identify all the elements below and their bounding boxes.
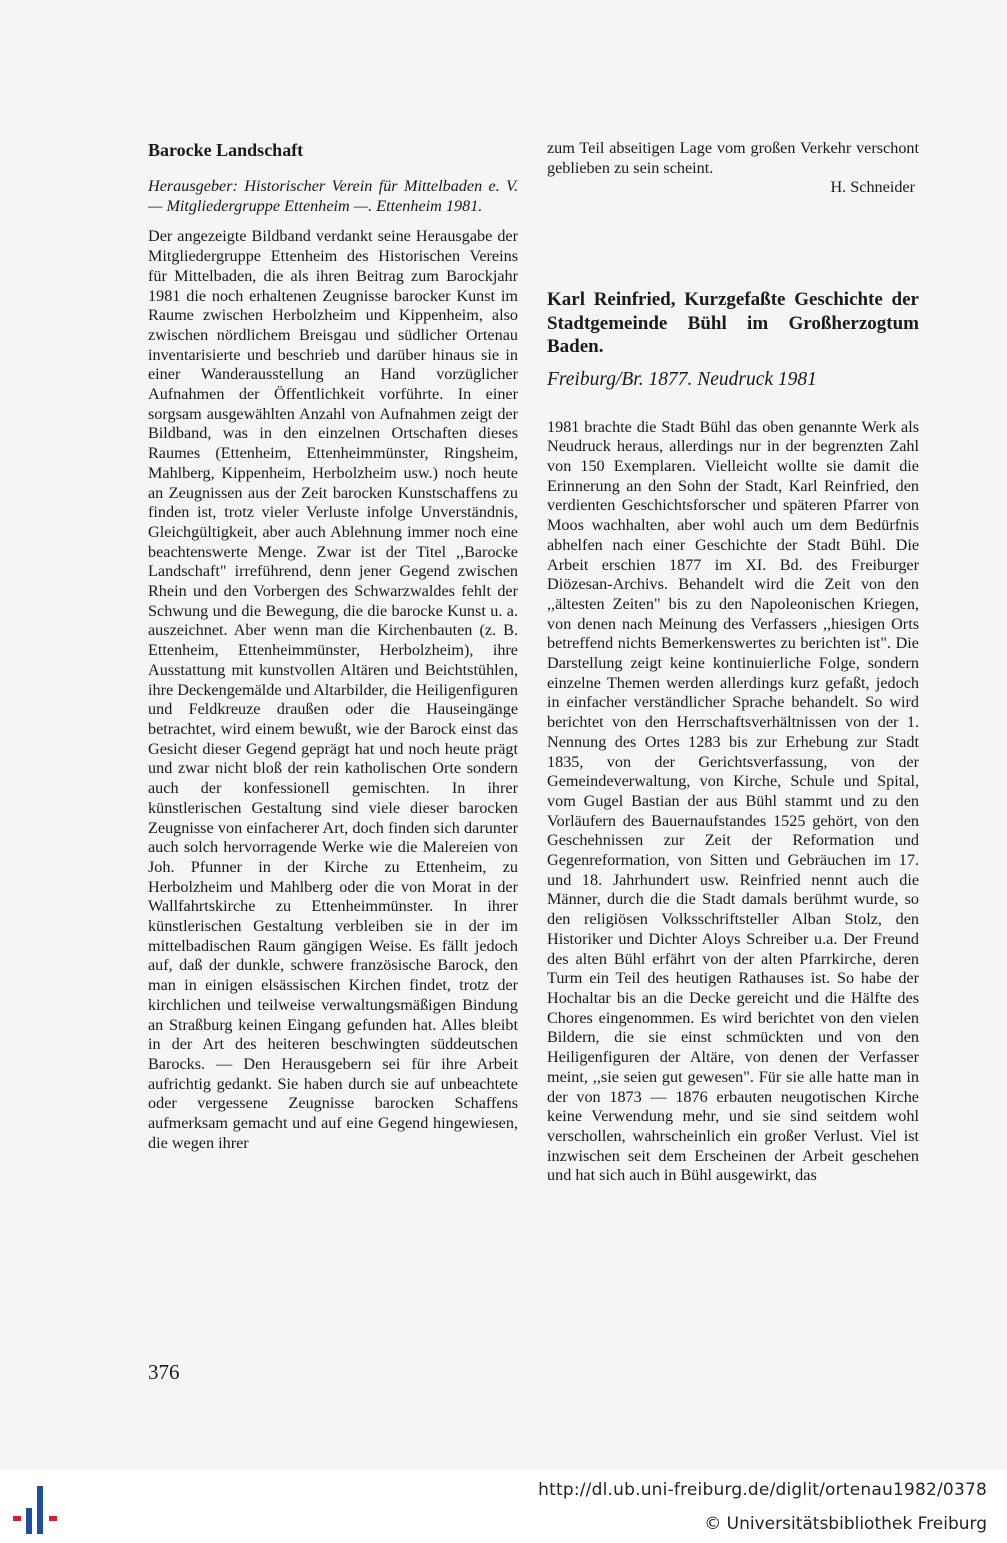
review-body: Der angezeigte Bildband verdankt seine Herausgabe der Mitgliedergruppe Ettenheim des Historischen Vereins für Mittelbaden, die als ihren Beitrag zum Barockjahr 1981 die noch erhaltenen Zeugnisse barocker Kunst im Raume zwischen Herbolzheim und Kippenheim, also zwischen nördlichem Breisgau und südlicher Ortenau inventarisierte und beschrieb und darüber hinaus sie in einer Wanderausstellung an Hand vorzüglicher Aufnahmen der Öffentlichkeit vorführte. In einer sorgsam ausgewählten Anzahl von Aufnahmen zeigt der Bildband, was in den einzelnen Ortschaften dieses Raumes (Ettenheim, Ettenheimmünster, Ringsheim, Mahlberg, Kippenheim, Herbolzheim usw.) noch heute an Zeugnissen aus der Zeit barocken Kunstschaffens zu finden ist, trotz vieler Verluste infolge Unverständnis, Gleichgültigkeit, aber auch Ablehnung immer noch eine beachtenswerte Menge. Zwar ist der Titel ,,Barocke Landschaft" irreführend, denn jener Gegend zwischen Rhein und den Vorbergen des Schwarzwaldes fehlt der Schwung und die Bewegung, die die barocke Kunst u. a. auszeichnet. Aber wenn man die Kirchenbauten (z. B. Ettenheim, Ettenheimmünster, Herbolzheim), ihre Ausstattung mit kunstvollen Altären und Beichtstühlen, ihre Deckengemälde und Altarbilder, die Heiligenfiguren und Feldkreuze draußen oder die Hauseingänge betrachtet, wird einem bewußt, wie der Barock einst das Gesicht dieser Gegend geprägt hat und noch heute prägt und zwar nicht bloß der rein katholischen Orte sondern auch der konfessionell gemischten. In ihrer künstlerischen Gestaltung sind viele dieser barocken Zeugnisse von einfacherer Art, doch finden sich darunter auch solch hervorragende Werke wie die Malereien von Joh. Pfunner in der Kirche zu Ettenheim, zu Herbolzheim und Mahlberg oder die von Morat in der Wallfahrtskirche zu Ettenheimmünster. In ihrer künstlerischen Gestaltung verbleiben sie in der im mittelbadischen Raum gängigen Weise. Es fällt jedoch auf, daß der dunkle, schwere französische Barock, den man in einigen elsässischen Kirchen findet, trotz der kirchlichen und teilweise verwaltungsmäßigen Bindung an Straßburg keinen Eingang gefunden hat. Alles bleibt in der Art des heiteren beschwingten süddeutschen Barocks. — Den Herausgebern sei für ihre Arbeit aufrichtig gedankt. Sie haben durch sie auf unbeachtete oder vergessene Zeugnisse barocken Schaffens aufmerksam gemacht und auf eine Gegend hingewiesen, die wegen ihrer [148, 227, 518, 1152]
second-review-byline: Freiburg/Br. 1877. Neudruck 1981 [547, 368, 817, 390]
library-footer [0, 1470, 1007, 1543]
copyright-notice: © Universitätsbibliothek Freiburg [704, 1514, 987, 1534]
ub-freiburg-logo-icon [12, 1484, 64, 1536]
review-signature: H. Schneider [830, 178, 915, 197]
left-column [148, 139, 518, 1153]
review-byline: Herausgeber: Historischer Verein für Mittelbaden e. V.— Mitgliedergruppe Ettenheim —. Ettenheim 1981. [148, 177, 518, 215]
second-review-title: Karl Reinfried, Kurzgefaßte Geschichte der Stadtgemeinde Bühl im Großherzogtum Baden. [547, 289, 919, 358]
permalink-url[interactable]: http://dl.ub.uni-freiburg.de/diglit/ortenau1982/0378 [538, 1480, 987, 1500]
second-review-body: 1981 brachte die Stadt Bühl das oben genannte Werk als Neudruck heraus, allerdings nur in der begrenzten Zahl von 150 Exemplaren. Vielleicht wollte sie damit die Erinnerung an den Sohn der Stadt, Karl Reinfried, den verdienten Geschichtsforscher und späteren Pfarrer von Moos wachhalten, aber wohl auch um dem Bedürfnis abhelfen nach einer Geschichte der Stadt Bühl. Die Arbeit erschien 1877 im XI. Bd. des Freiburger Diözesan-Archivs. Behandelt wird die Zeit von den ,,ältesten Zeiten" bis zu den Napoleonischen Kriegen, von denen nach Meinung des Verfassers ,,hiesigen Orts betreffend nichts Bemerkenswertes zu berichten ist". Die Darstellung zeigt keine kontinuierliche Folge, sondern einzelne Themen werden allerdings kurz gefaßt, jedoch in einfacher verständlicher Sprache behandelt. So wird berichtet von den Herrschaftsverhältnissen von der 1. Nennung des Ortes 1283 bis zur Erhebung zur Stadt 1835, von der Gerichtsverfassung, von der Gemeindeverwaltung, von Kirche, Schule und Spital, vom Gugel Bastian der aus Bühl stammt und zu den Vorläufern des Bauernaufstandes 1525 gehört, von den Geschehnissen zur Zeit der Reformation und Gegenreformation, von Sitten und Gebräuchen im 17. und 18. Jahrhundert usw. Reinfried nennt auch die Männer, durch die die Stadt damals berühmt wurde, so den religiösen Volksschriftsteller Alban Stolz, den Historiker und Dichter Aloys Schreiber u.a. Der Freund des alten Bühl erfährt von der alten Pfarrkirche, deren Turm ein Teil des heutigen Rathauses ist. So habe der Hochaltar bis an die Decke gereicht und die Hälfte des Chores eingenommen. Es wird berichtet von den vielen Bildern, die sie einst schmückten und von den Heiligenfiguren der Altäre, von denen der Verfasser meint, ,,sie seien gut gewesen". Für sie alle hatte man in der von 1873 — 1876 erbauten neugotischen Kirche keine Verwendung mehr, und sie sind seitdem wohl verschollen, wahrscheinlich ein großer Verlust. Viel ist inzwischen seit dem Erscheinen der Arbeit geschehen und hat sich auch in Bühl ausgewirkt, das [547, 417, 919, 1185]
continued-text: zum Teil abseitigen Lage vom großen Verkehr verschont geblieben zu sein scheint. [547, 139, 919, 177]
page-number: 376 [148, 1360, 180, 1384]
right-column [547, 139, 919, 1186]
review-title: Barocke Landschaft [148, 140, 304, 160]
